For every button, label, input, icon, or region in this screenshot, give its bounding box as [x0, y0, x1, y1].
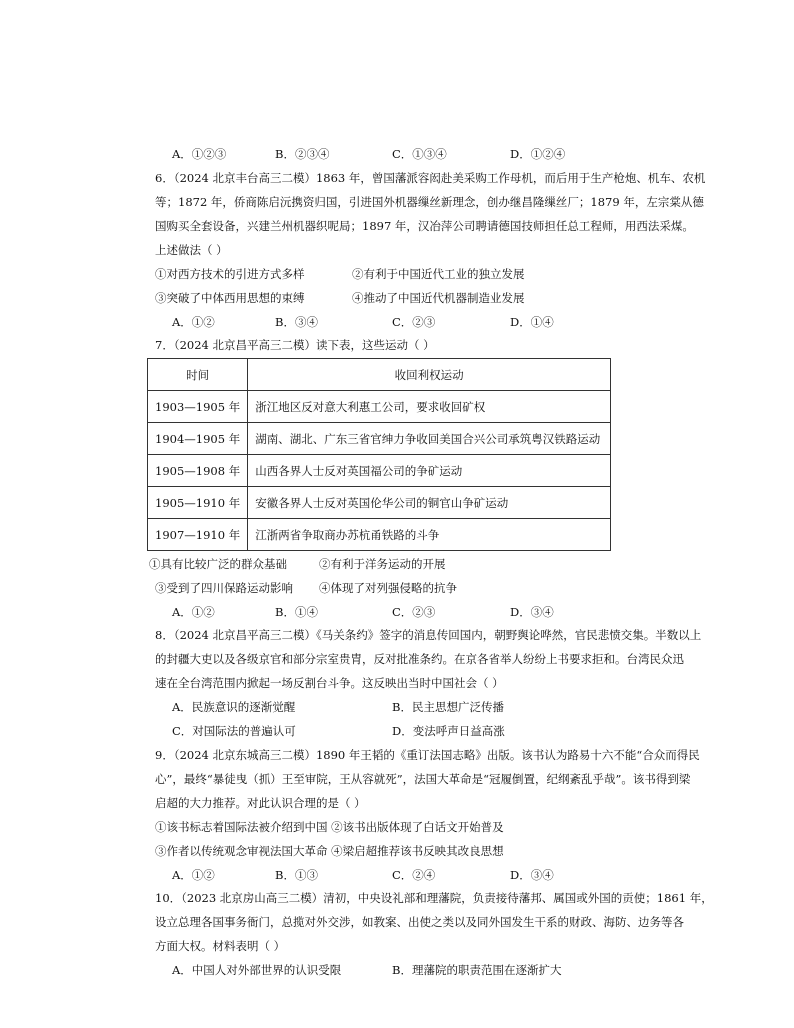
q6-item-2: ②有利于中国近代工业的独立发展 [352, 267, 525, 281]
q7-stem: 7．（2024 北京昌平高三二模）读下表，这些运动（ ） [155, 338, 435, 352]
option-c: C．对国际法的普遍认可 [172, 724, 296, 738]
row-movement: 湖南、湖北、广东三省官绅力争收回美国合兴公司承筑粤汉铁路运动 [248, 423, 611, 455]
row-time: 1903—1905 年 [148, 391, 248, 423]
option-a: A．①② [172, 605, 215, 619]
row-movement: 安徽各界人士反对英国伦华公司的铜官山争矿运动 [248, 487, 611, 519]
option-a: A．民族意识的逐渐觉醒 [172, 700, 296, 714]
option-d: D．变法呼声日益高涨 [392, 724, 505, 738]
q7-item-2: ②有利于洋务运动的开展 [319, 557, 446, 571]
option-c: C．②④ [392, 868, 436, 882]
row-time: 1905—1908 年 [148, 455, 248, 487]
q7-item-1: ①具有比较广泛的群众基础 [149, 557, 287, 571]
option-d: D．③④ [510, 868, 554, 882]
header-time: 时间 [148, 359, 248, 391]
q9-stem-line-2: 心”，最终“暴徒曳（抓）王至审院，王从容就死”，法国大革命是“冠履倒置，纪纲紊乱乎哉”。该书得到梁 [155, 772, 691, 786]
q8-stem-line-1: 8．（2024 北京昌平高三二模）《马关条约》签字的消息传回国内，朝野舆论哗然，官民悲愤交集。半数以上 [155, 628, 702, 642]
option-a: A．①②③ [172, 147, 227, 161]
option-d: D．①②④ [510, 147, 566, 161]
table-row [148, 391, 611, 423]
option-b: B．民主思想广泛传播 [392, 700, 504, 714]
q9-stem-line-3: 启超的大力推荐。对此认识合理的是（ ） [155, 796, 366, 810]
q9-items-row-1: ①该书标志着国际法被介绍到中国 ②该书出版体现了白话文开始普及 [155, 820, 504, 834]
q7-item-4: ④体现了对列强侵略的抗争 [319, 581, 457, 595]
option-b: B．①③ [275, 868, 318, 882]
option-a: A．中国人对外部世界的认识受限 [172, 963, 342, 977]
table-row [148, 423, 611, 455]
q6-stem-line-1: 6．（2024 北京丰台高三二模）1863 年，曾国藩派容闳赴美采购工作母机，而后用于生产枪炮、机车、农机 [155, 171, 706, 185]
table-row [148, 487, 611, 519]
option-c: C．②③ [392, 605, 436, 619]
q6-item-3: ③突破了中体西用思想的束缚 [155, 291, 305, 305]
row-movement: 山西各界人士反对英国福公司的争矿运动 [248, 455, 611, 487]
option-b: B．理藩院的职责范围在逐渐扩大 [392, 963, 562, 977]
option-b: B．①④ [275, 605, 318, 619]
header-movement: 收回利权运动 [248, 359, 611, 391]
q6-item-1: ①对西方技术的引进方式多样 [155, 267, 305, 281]
option-d: D．③④ [510, 605, 554, 619]
q8-stem-line-3: 速在全台湾范围内掀起一场反割台斗争。这反映出当时中国社会（ ） [155, 676, 504, 690]
row-time: 1907—1910 年 [148, 519, 248, 551]
q9-items-row-2: ③作者以传统观念审视法国大革命 ④梁启超推荐该书反映其改良思想 [155, 844, 504, 858]
q9-stem-line-1: 9．（2024 北京东城高三二模）1890 年王韬的《重订法国志略》出版。该书认为路易十六不能“合众而得民 [155, 748, 700, 762]
option-b: B．②③④ [275, 147, 330, 161]
q7-table [147, 358, 611, 551]
q10-stem-line-3: 方面大权。材料表明（ ） [155, 939, 286, 953]
option-b: B．③④ [275, 315, 318, 329]
option-d: D．①④ [510, 315, 554, 329]
table-row [148, 519, 611, 551]
q6-stem-line-2: 等；1872 年，侨商陈启沅携资归国，引进国外机器缫丝新理念，创办继昌隆缫丝厂；1879 年，左宗棠从德 [155, 195, 704, 209]
option-a: A．①② [172, 868, 215, 882]
row-movement: 浙江地区反对意大利惠工公司，要求收回矿权 [248, 391, 611, 423]
q6-stem-line-3: 国购买全套设备，兴建兰州机器织呢局；1897 年，汉冶萍公司聘请德国技师担任总工程师，用西法采煤。 [155, 219, 694, 233]
q10-stem-line-2: 设立总理各国事务衙门，总揽对外交涉，如教案、出使之类以及同外国发生干系的财政、海防、边务等各 [155, 915, 684, 929]
q6-item-4: ④推动了中国近代机器制造业发展 [352, 291, 525, 305]
q7-item-3: ③受到了四川保路运动影响 [155, 581, 293, 595]
table-row [148, 455, 611, 487]
option-c: C．②③ [392, 315, 436, 329]
q10-stem-line-1: 10．（2023 北京房山高三二模）清初，中央设礼部和理藩院，负责接待藩邦、属国或外国的贡使；1861 年， [155, 891, 713, 905]
q6-stem-line-4: 上述做法（ ） [155, 243, 228, 257]
row-movement: 江浙两省争取商办苏杭甬铁路的斗争 [248, 519, 611, 551]
q8-stem-line-2: 的封疆大吏以及各级京官和部分宗室贵胄，反对批准条约。在京各省举人纷纷上书要求拒和。台湾民众迅 [155, 652, 684, 666]
table-header-row [148, 359, 611, 391]
row-time: 1904—1905 年 [148, 423, 248, 455]
option-a: A．①② [172, 315, 215, 329]
option-c: C．①③④ [392, 147, 447, 161]
row-time: 1905—1910 年 [148, 487, 248, 519]
